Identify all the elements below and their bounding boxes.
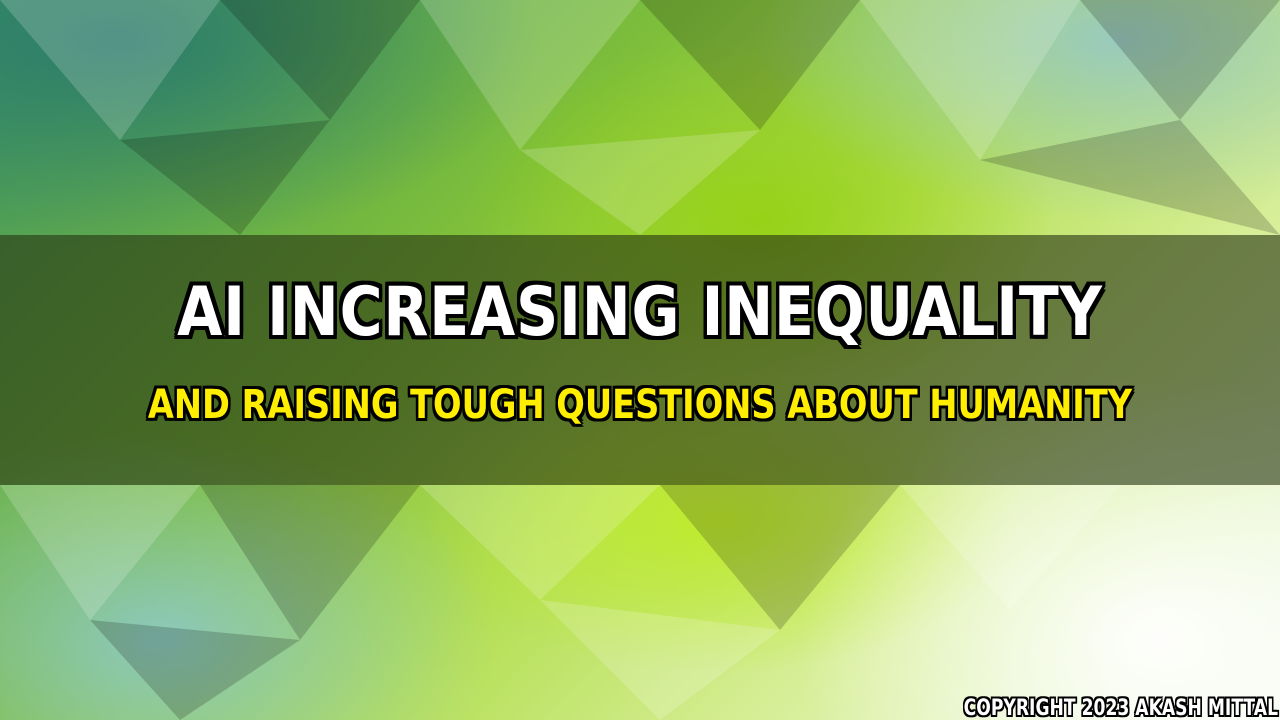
copyright-notice: COPYRIGHT 2023 AKASH MITTAL: [963, 696, 1278, 720]
headline-title: AI INCREASING INEQUALITY: [177, 273, 1103, 352]
headline-subtitle: AND RAISING TOUGH QUESTIONS ABOUT HUMANITY: [147, 382, 1133, 428]
